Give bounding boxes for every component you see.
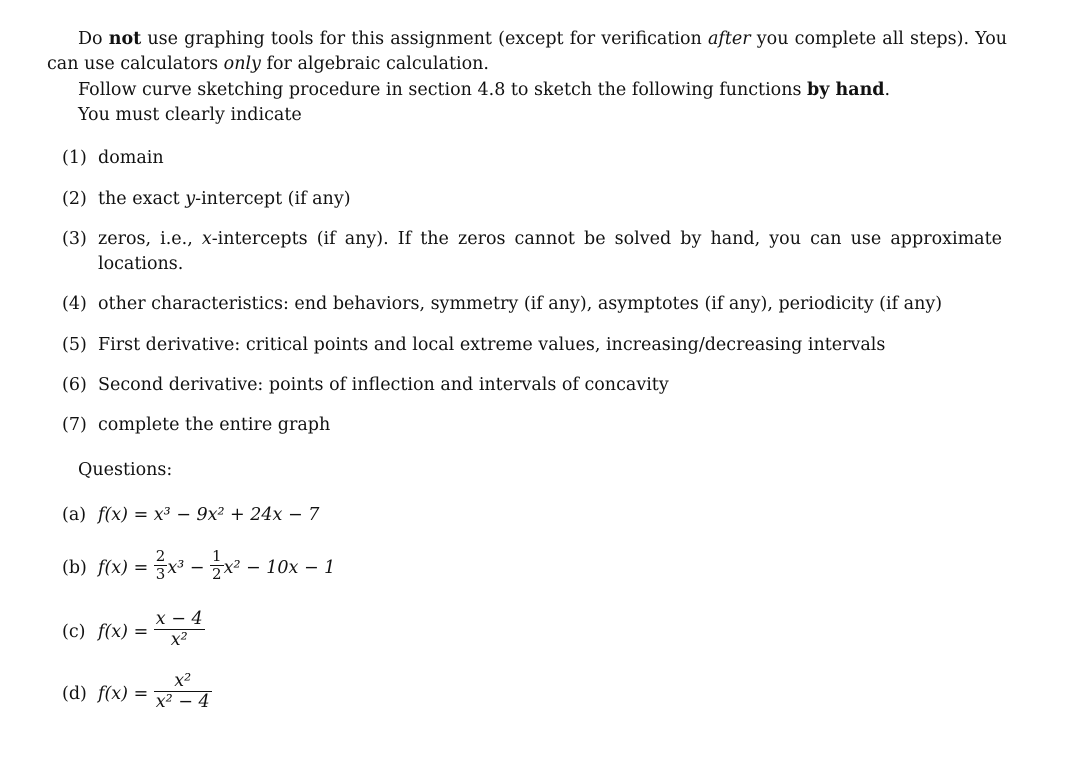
intro-text-2: use graphing tools for this assignment (except for verification (141, 28, 708, 49)
item-text: domain (98, 148, 164, 168)
fraction-numerator: 2 (155, 547, 166, 565)
fraction-denominator: 3 (155, 565, 166, 583)
instructions-line-2: You must clearly indicate (78, 105, 302, 125)
question-label: (a) (62, 505, 87, 525)
intro-paragraph (47, 27, 1007, 77)
question-d (62, 671, 212, 715)
list-item (62, 333, 1002, 358)
question-c (62, 609, 205, 653)
question-b (62, 547, 336, 586)
fraction-denominator: x² − 4 (155, 692, 210, 712)
fraction-denominator: 2 (212, 565, 222, 583)
list-item (62, 413, 1002, 438)
instructions-paragraph (78, 78, 890, 128)
item-text: complete the entire graph (98, 415, 331, 435)
fraction-numerator: x² (154, 671, 212, 692)
list-item (62, 187, 1002, 212)
fraction-two-thirds (154, 548, 168, 583)
item-label: (1) (62, 148, 87, 168)
function-lhs: f(x) = (98, 684, 154, 704)
instructions-bold: by hand (807, 80, 885, 100)
list-item (62, 227, 1002, 277)
question-label: (c) (62, 622, 86, 642)
intro-text-3: you complete all steps). You can use calculators (47, 28, 1007, 74)
questions-heading: Questions: (78, 460, 173, 480)
item-label: (4) (62, 294, 87, 314)
item-var: y (185, 189, 196, 209)
function-lhs: f(x) = (98, 505, 154, 525)
fraction-c (154, 609, 205, 650)
function-term: x³ − (167, 558, 211, 578)
item-text-pre: the exact (98, 189, 186, 209)
list-item (62, 373, 1002, 398)
question-label: (b) (62, 558, 87, 578)
item-label: (5) (62, 335, 87, 355)
item-text: First derivative: critical points and local extreme values, increasing/decreasing intervals (98, 335, 886, 355)
function-lhs: f(x) = (98, 558, 154, 578)
instructions-line-1 (78, 78, 890, 103)
item-label: (3) (62, 229, 87, 249)
item-text: other characteristics: end behaviors, symmetry (if any), asymptotes (if any), periodicity (if any) (98, 294, 943, 314)
fraction-numerator: 1 (212, 547, 222, 565)
instructions-period: . (884, 80, 891, 100)
function-lhs: f(x) = (98, 622, 154, 642)
list-item (62, 146, 1002, 171)
item-var: x (201, 229, 212, 249)
item-label: (6) (62, 375, 87, 395)
intro-italic-only: only (223, 53, 261, 74)
fraction-denominator: x² (170, 630, 188, 650)
item-label: (7) (62, 415, 87, 435)
item-text: Second derivative: points of inflection and intervals of concavity (98, 375, 669, 395)
item-text-post: -intercepts (if any). If the zeros cannot be solved by hand, you can use approximate locations. (98, 229, 1002, 274)
item-label: (2) (62, 189, 87, 209)
item-text (98, 227, 1002, 277)
question-label: (d) (62, 684, 87, 704)
fraction-numerator: x − 4 (155, 609, 203, 629)
function-rhs: x³ − 9x² + 24x − 7 (153, 505, 320, 525)
fraction-d (154, 671, 212, 712)
intro-text-1: Do (78, 28, 109, 49)
instructions-text: Follow curve sketching procedure in section 4.8 to sketch the following functions (78, 80, 808, 100)
fraction-one-half (210, 548, 224, 583)
item-text-pre: zeros, i.e., (98, 229, 202, 249)
intro-text-4: for algebraic calculation. (260, 53, 489, 74)
intro-italic-after: after (707, 28, 751, 49)
function-term: x² − 10x − 1 (223, 558, 336, 578)
item-text-post: -intercept (if any) (195, 189, 351, 209)
intro-bold-not: not (108, 28, 142, 49)
list-item (62, 292, 1002, 317)
question-a (62, 503, 319, 528)
item-text (98, 187, 1002, 212)
